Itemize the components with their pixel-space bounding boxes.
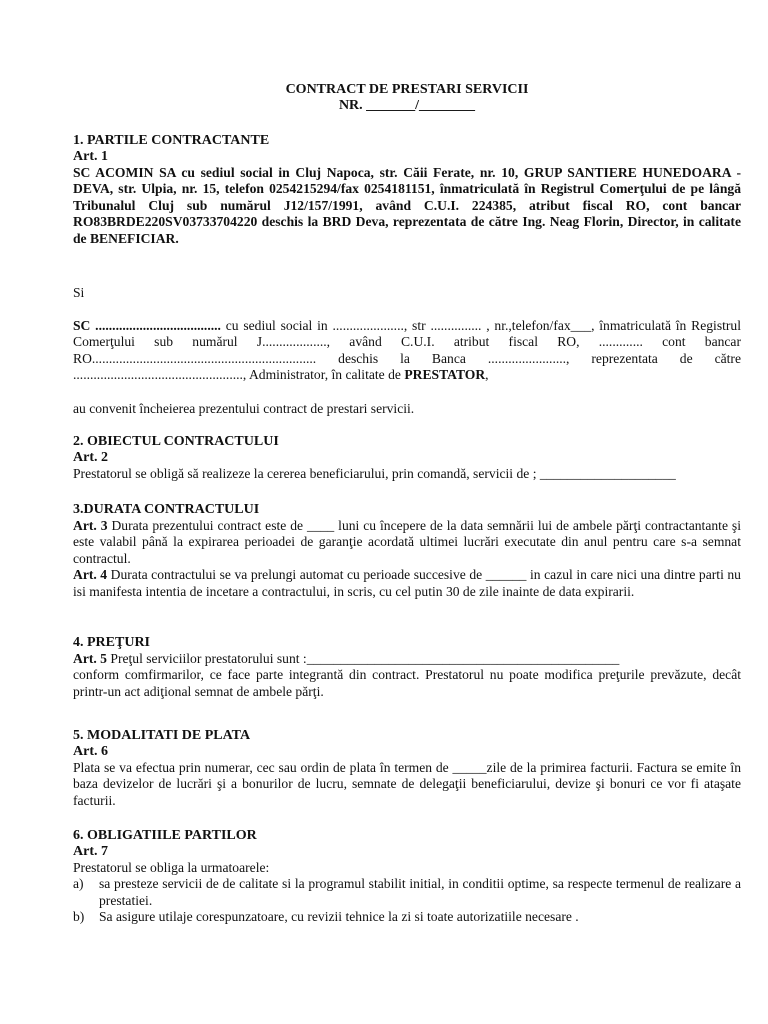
section-6 bbox=[73, 828, 741, 926]
provider-end: , bbox=[485, 367, 489, 383]
article-3-label: Art. 3 bbox=[73, 518, 108, 533]
provider-company: SC ..................................... bbox=[73, 318, 221, 333]
provider-paragraph bbox=[73, 318, 741, 384]
article-3-paragraph bbox=[73, 518, 741, 567]
contract-header bbox=[73, 82, 741, 114]
article-6-label: Art. 6 bbox=[73, 744, 108, 759]
section-1-heading: 1. PARTILE CONTRACTANTE bbox=[73, 133, 270, 148]
section-4 bbox=[73, 635, 741, 700]
obligation-text: Sa asigure utilaje corespunzatoare, cu revizii tehnice la zi si toate autorizatiile necesare . bbox=[99, 909, 579, 925]
obligation-item bbox=[73, 909, 741, 925]
article-5-text: conform comfirmarilor, ce face parte integrantă din contract. Prestatorul nu poate modifica preţurile prevăzute, decât printr-un act adiţional semnat de ambele părţi. bbox=[73, 667, 741, 699]
section-5 bbox=[73, 728, 741, 809]
article-2-label: Art. 2 bbox=[73, 450, 108, 465]
provider-role: PRESTATOR bbox=[404, 367, 486, 383]
and-word: Si bbox=[73, 285, 85, 300]
section-3 bbox=[73, 502, 741, 600]
article-4-text: Durata contractului se va prelungi automat cu perioade succesive de ______ in cazul in care nici una dintre parti nu isi manifesta intentia de incetare a contractului, in scris, cu cel putin 30 de zile inainte de data expirarii. bbox=[73, 567, 741, 599]
article-4-paragraph bbox=[73, 567, 741, 600]
section-6-heading: 6. OBLIGATIILE PARTILOR bbox=[73, 828, 257, 843]
article-5-line bbox=[73, 651, 741, 667]
provider-details: cu sediul social in ....................., str ............... , nr.,telefon/fax___, înmatriculată în Registrul Comerţului sub numărul J..................., având C.U.I. atribut fiscal RO, ............. cont bancar RO.................................................................. deschis la Banca ......................., reprezentata de către .................................................., Administrator, în calitate de bbox=[73, 318, 741, 383]
section-5-heading: 5. MODALITATI DE PLATA bbox=[73, 728, 251, 743]
agreement-text: au convenit încheierea prezentului contract de prestari servicii. bbox=[73, 401, 415, 416]
section-4-heading: 4. PREŢURI bbox=[73, 635, 151, 650]
beneficiary-paragraph: SC ACOMIN SA cu sediul social in Cluj Napoca, str. Căii Ferate, nr. 10, GRUP SANTIERE HUNEDOARA - DEVA, str. Ulpia, nr. 15, telefon 0254215294/fax 0254181151, înmatriculată în Registrul Comerţului de pe lângă Tribunalul Cluj sub numărul J12/157/1991, având C.U.I. 224385, atribut fiscal RO, cont bancar RO83BRDE220SV03733704220 deschis la BRD Deva, reprezentata de către Ing. Neag Florin, Director, in calitate de BENEFICIAR. bbox=[73, 165, 741, 246]
article-7-label: Art. 7 bbox=[73, 844, 108, 859]
obligation-item bbox=[73, 876, 741, 909]
obligations-intro: Prestatorul se obliga la urmatoarele: bbox=[73, 860, 270, 875]
list-marker: b) bbox=[73, 909, 85, 925]
article-6-text: Plata se va efectua prin numerar, cec sau ordin de plata în termen de _____zile de la primirea facturii. Factura se emite în baza devizelor de lucrări şi a bonurilor de lucru, semnate de delegaţii beneficiarului, devize şi bonuri ce vor fi ataşate facturii. bbox=[73, 760, 741, 808]
section-2 bbox=[73, 434, 741, 482]
section-1 bbox=[73, 133, 741, 247]
section-2-heading: 2. OBIECTUL CONTRACTULUI bbox=[73, 434, 279, 449]
article-3-text: Durata prezentului contract este de ____ luni cu începere de la data semnării lui de ambele părţi contractantante şi este valabil până la expirarea perioadei de garanţie acordată ultimei lucrări executate din anul pentru care s-a semnat contractul. bbox=[73, 518, 741, 566]
article-5-price-line: Preţul serviciilor prestatorului sunt :______________________________________________ bbox=[106, 651, 620, 666]
obligation-text: sa presteze servicii de de calitate si la programul stabilit initial, in conditii optime, sa respecte termenul de realizare a prestatiei. bbox=[99, 876, 741, 908]
article-1-label: Art. 1 bbox=[73, 149, 108, 164]
section-3-heading: 3.DURATA CONTRACTULUI bbox=[73, 502, 260, 517]
agreement-paragraph bbox=[73, 401, 741, 417]
contract-title: CONTRACT DE PRESTARI SERVICII bbox=[285, 82, 529, 97]
contract-number: NR. _______/________ bbox=[338, 98, 476, 113]
article-5-label: Art. 5 bbox=[73, 651, 107, 666]
article-4-label: Art. 4 bbox=[73, 567, 108, 583]
article-2-text: Prestatorul se obligă să realizeze la cererea beneficiarului, prin comandă, servicii de ; ____________________ bbox=[73, 466, 676, 481]
list-marker: a) bbox=[73, 876, 84, 892]
and-separator bbox=[73, 285, 741, 301]
